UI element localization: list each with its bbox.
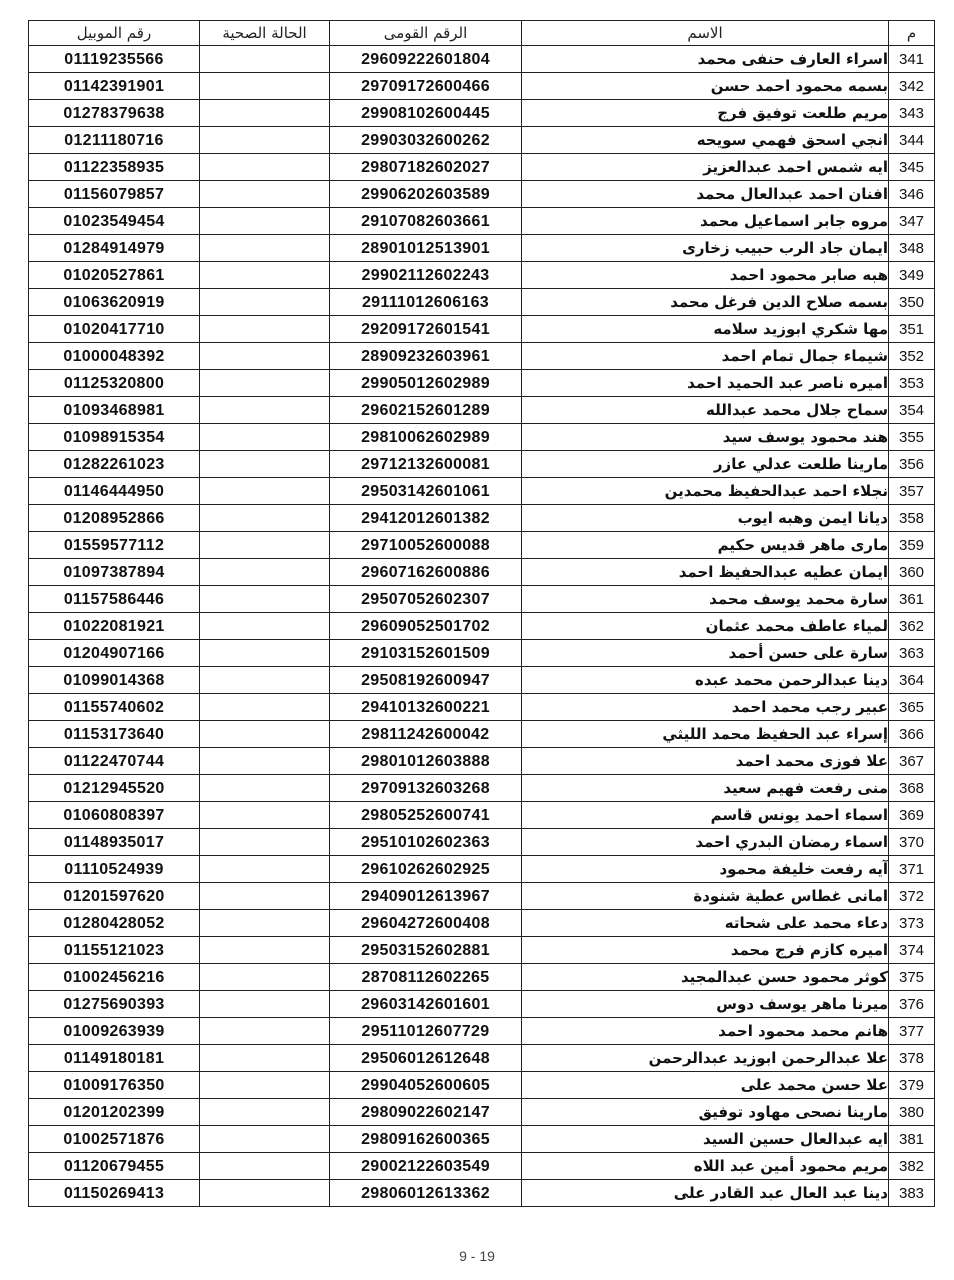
- national-id: 29111012606163: [330, 289, 522, 316]
- row-number: 347: [889, 208, 935, 235]
- table-row: [29, 316, 935, 343]
- table-row: [29, 802, 935, 829]
- health-status: [200, 694, 330, 721]
- national-id: 29103152601509: [330, 640, 522, 667]
- row-number: 383: [889, 1180, 935, 1207]
- national-id: 29506012612648: [330, 1045, 522, 1072]
- person-name: عبير رجب محمد احمد: [522, 694, 889, 721]
- table-row: [29, 1045, 935, 1072]
- person-name: منى رفعت فهيم سعيد: [522, 775, 889, 802]
- health-status: [200, 1180, 330, 1207]
- row-number: 360: [889, 559, 935, 586]
- person-name: سماح جلال محمد عبدالله: [522, 397, 889, 424]
- row-number: 355: [889, 424, 935, 451]
- health-status: [200, 586, 330, 613]
- person-name: لمياء عاطف محمد عثمان: [522, 613, 889, 640]
- mobile-number: 01002456216: [29, 964, 200, 991]
- health-status: [200, 451, 330, 478]
- health-status: [200, 721, 330, 748]
- table-row: [29, 235, 935, 262]
- health-status: [200, 775, 330, 802]
- mobile-number: 01156079857: [29, 181, 200, 208]
- person-name: اميره ناصر عبد الحميد احمد: [522, 370, 889, 397]
- national-id: 29809162600365: [330, 1126, 522, 1153]
- table-row: [29, 910, 935, 937]
- person-name: علا حسن محمد على: [522, 1072, 889, 1099]
- table-row: [29, 883, 935, 910]
- health-status: [200, 127, 330, 154]
- mobile-number: 01155121023: [29, 937, 200, 964]
- health-status: [200, 208, 330, 235]
- mobile-number: 01157586446: [29, 586, 200, 613]
- national-id: 29209172601541: [330, 316, 522, 343]
- mobile-number: 01142391901: [29, 73, 200, 100]
- table-row: [29, 154, 935, 181]
- row-number: 364: [889, 667, 935, 694]
- mobile-number: 01149180181: [29, 1045, 200, 1072]
- person-name: آيه رفعت خليفة محمود: [522, 856, 889, 883]
- mobile-number: 01000048392: [29, 343, 200, 370]
- row-number: 365: [889, 694, 935, 721]
- health-status: [200, 46, 330, 73]
- health-status: [200, 100, 330, 127]
- national-id: 29904052600605: [330, 1072, 522, 1099]
- table-row: [29, 748, 935, 775]
- national-id: 29604272600408: [330, 910, 522, 937]
- row-number: 375: [889, 964, 935, 991]
- person-name: ايه شمس احمد عبدالعزيز: [522, 154, 889, 181]
- table-row: [29, 721, 935, 748]
- person-name: بسمه محمود احمد حسن: [522, 73, 889, 100]
- table-row: [29, 424, 935, 451]
- table-row: [29, 856, 935, 883]
- row-number: 382: [889, 1153, 935, 1180]
- person-name: إسراء عبد الحفيظ محمد الليثي: [522, 721, 889, 748]
- person-name: انجي اسحق فهمي سويحه: [522, 127, 889, 154]
- health-status: [200, 640, 330, 667]
- row-number: 376: [889, 991, 935, 1018]
- roster-table: [28, 20, 935, 1207]
- row-number: 377: [889, 1018, 935, 1045]
- row-number: 366: [889, 721, 935, 748]
- row-number: 354: [889, 397, 935, 424]
- national-id: 29602152601289: [330, 397, 522, 424]
- national-id: 29610262602925: [330, 856, 522, 883]
- person-name: مروه جابر اسماعيل محمد: [522, 208, 889, 235]
- person-name: ايمان جاد الرب حبيب زخارى: [522, 235, 889, 262]
- mobile-number: 01002571876: [29, 1126, 200, 1153]
- mobile-number: 01125320800: [29, 370, 200, 397]
- mobile-number: 01278379638: [29, 100, 200, 127]
- row-number: 369: [889, 802, 935, 829]
- health-status: [200, 1153, 330, 1180]
- row-number: 368: [889, 775, 935, 802]
- mobile-number: 01120679455: [29, 1153, 200, 1180]
- mobile-number: 01204907166: [29, 640, 200, 667]
- health-status: [200, 802, 330, 829]
- row-number: 352: [889, 343, 935, 370]
- person-name: اسماء احمد يونس قاسم: [522, 802, 889, 829]
- mobile-number: 01022081921: [29, 613, 200, 640]
- row-number: 358: [889, 505, 935, 532]
- health-status: [200, 1126, 330, 1153]
- mobile-number: 01212945520: [29, 775, 200, 802]
- row-number: 378: [889, 1045, 935, 1072]
- health-status: [200, 505, 330, 532]
- row-number: 348: [889, 235, 935, 262]
- row-number: 343: [889, 100, 935, 127]
- row-number: 379: [889, 1072, 935, 1099]
- person-name: افنان احمد عبدالعال محمد: [522, 181, 889, 208]
- person-name: نجلاء احمد عبدالحفيظ محمدين: [522, 478, 889, 505]
- person-name: ميرنا ماهر يوسف دوس: [522, 991, 889, 1018]
- header-health-status: الحالة الصحية: [200, 21, 330, 46]
- header-name: الاسم: [522, 21, 889, 46]
- table-row: [29, 181, 935, 208]
- person-name: اسماء رمضان البدري احمد: [522, 829, 889, 856]
- health-status: [200, 1018, 330, 1045]
- table-row: [29, 451, 935, 478]
- header-national-id: الرقم القومى: [330, 21, 522, 46]
- health-status: [200, 181, 330, 208]
- health-status: [200, 856, 330, 883]
- person-name: علا فوزى محمد احمد: [522, 748, 889, 775]
- national-id: 29410132600221: [330, 694, 522, 721]
- health-status: [200, 343, 330, 370]
- row-number: 363: [889, 640, 935, 667]
- table-row: [29, 1072, 935, 1099]
- person-name: مها شكري ابوزيد سلامه: [522, 316, 889, 343]
- mobile-number: 01559577112: [29, 532, 200, 559]
- health-status: [200, 829, 330, 856]
- health-status: [200, 424, 330, 451]
- national-id: 29712132600081: [330, 451, 522, 478]
- row-number: 344: [889, 127, 935, 154]
- table-row: [29, 46, 935, 73]
- table-row: [29, 505, 935, 532]
- mobile-number: 01146444950: [29, 478, 200, 505]
- person-name: كوثر محمود حسن عبدالمجيد: [522, 964, 889, 991]
- mobile-number: 01208952866: [29, 505, 200, 532]
- table-row: [29, 964, 935, 991]
- national-id: 29507052602307: [330, 586, 522, 613]
- row-number: 345: [889, 154, 935, 181]
- person-name: شيماء جمال تمام احمد: [522, 343, 889, 370]
- table-row: [29, 397, 935, 424]
- mobile-number: 01275690393: [29, 991, 200, 1018]
- national-id: 29609052501702: [330, 613, 522, 640]
- row-number: 380: [889, 1099, 935, 1126]
- table-row: [29, 100, 935, 127]
- mobile-number: 01284914979: [29, 235, 200, 262]
- national-id: 29412012601382: [330, 505, 522, 532]
- mobile-number: 01009263939: [29, 1018, 200, 1045]
- person-name: سارة على حسن أحمد: [522, 640, 889, 667]
- health-status: [200, 748, 330, 775]
- mobile-number: 01122358935: [29, 154, 200, 181]
- person-name: دينا عبد العال عبد القادر على: [522, 1180, 889, 1207]
- national-id: 29709172600466: [330, 73, 522, 100]
- national-id: 29409012613967: [330, 883, 522, 910]
- mobile-number: 01060808397: [29, 802, 200, 829]
- person-name: مارينا طلعت عدلي عازر: [522, 451, 889, 478]
- row-number: 367: [889, 748, 935, 775]
- row-number: 357: [889, 478, 935, 505]
- national-id: 29503152602881: [330, 937, 522, 964]
- row-number: 351: [889, 316, 935, 343]
- national-id: 29609222601804: [330, 46, 522, 73]
- row-number: 381: [889, 1126, 935, 1153]
- row-number: 374: [889, 937, 935, 964]
- national-id: 29510102602363: [330, 829, 522, 856]
- national-id: 29603142601601: [330, 991, 522, 1018]
- national-id: 29810062602989: [330, 424, 522, 451]
- person-name: علا عبدالرحمن ابوزيد عبدالرحمن: [522, 1045, 889, 1072]
- health-status: [200, 532, 330, 559]
- national-id: 29511012607729: [330, 1018, 522, 1045]
- mobile-number: 01150269413: [29, 1180, 200, 1207]
- health-status: [200, 316, 330, 343]
- health-status: [200, 1099, 330, 1126]
- table-row: [29, 937, 935, 964]
- national-id: 29806012613362: [330, 1180, 522, 1207]
- table-row: [29, 532, 935, 559]
- national-id: 29903032600262: [330, 127, 522, 154]
- mobile-number: 01201597620: [29, 883, 200, 910]
- person-name: دعاء محمد على شحاته: [522, 910, 889, 937]
- mobile-number: 01020527861: [29, 262, 200, 289]
- row-number: 342: [889, 73, 935, 100]
- person-name: ايمان عطيه عبدالحفيظ احمد: [522, 559, 889, 586]
- mobile-number: 01153173640: [29, 721, 200, 748]
- row-number: 362: [889, 613, 935, 640]
- national-id: 28708112602265: [330, 964, 522, 991]
- health-status: [200, 964, 330, 991]
- national-id: 29107082603661: [330, 208, 522, 235]
- row-number: 341: [889, 46, 935, 73]
- health-status: [200, 370, 330, 397]
- health-status: [200, 559, 330, 586]
- row-number: 353: [889, 370, 935, 397]
- mobile-number: 01110524939: [29, 856, 200, 883]
- table-row: [29, 73, 935, 100]
- national-id: 29809022602147: [330, 1099, 522, 1126]
- roster-sheet: [28, 20, 934, 1207]
- table-row: [29, 289, 935, 316]
- national-id: 29905012602989: [330, 370, 522, 397]
- row-number: 370: [889, 829, 935, 856]
- table-row: [29, 127, 935, 154]
- row-number: 371: [889, 856, 935, 883]
- mobile-number: 01119235566: [29, 46, 200, 73]
- mobile-number: 01280428052: [29, 910, 200, 937]
- page-number: 9 - 19: [459, 1248, 495, 1264]
- mobile-number: 01063620919: [29, 289, 200, 316]
- person-name: ايه عبدالعال حسين السيد: [522, 1126, 889, 1153]
- national-id: 29002122603549: [330, 1153, 522, 1180]
- row-number: 372: [889, 883, 935, 910]
- national-id: 29709132603268: [330, 775, 522, 802]
- table-row: [29, 559, 935, 586]
- row-number: 346: [889, 181, 935, 208]
- table-row: [29, 829, 935, 856]
- person-name: مريم طلعت توفيق فرج: [522, 100, 889, 127]
- table-row: [29, 208, 935, 235]
- health-status: [200, 883, 330, 910]
- health-status: [200, 478, 330, 505]
- national-id: 29805252600741: [330, 802, 522, 829]
- header-row: [29, 21, 935, 46]
- table-row: [29, 370, 935, 397]
- national-id: 29801012603888: [330, 748, 522, 775]
- health-status: [200, 289, 330, 316]
- person-name: اسراء العارف حنفى محمد: [522, 46, 889, 73]
- mobile-number: 01201202399: [29, 1099, 200, 1126]
- mobile-number: 01097387894: [29, 559, 200, 586]
- table-row: [29, 343, 935, 370]
- row-number: 349: [889, 262, 935, 289]
- national-id: 29607162600886: [330, 559, 522, 586]
- person-name: سارة محمد يوسف محمد: [522, 586, 889, 613]
- national-id: 29508192600947: [330, 667, 522, 694]
- table-row: [29, 1018, 935, 1045]
- mobile-number: 01023549454: [29, 208, 200, 235]
- person-name: اميره كازم فرج محمد: [522, 937, 889, 964]
- person-name: ديانا ايمن وهبه ايوب: [522, 505, 889, 532]
- header-mobile: رقم الموبيل: [29, 21, 200, 46]
- health-status: [200, 613, 330, 640]
- table-row: [29, 667, 935, 694]
- mobile-number: 01122470744: [29, 748, 200, 775]
- health-status: [200, 991, 330, 1018]
- person-name: مارى ماهر قديس حكيم: [522, 532, 889, 559]
- table-row: [29, 586, 935, 613]
- national-id: 29807182602027: [330, 154, 522, 181]
- table-row: [29, 1153, 935, 1180]
- row-number: 359: [889, 532, 935, 559]
- person-name: هانم محمد محمود احمد: [522, 1018, 889, 1045]
- table-row: [29, 1180, 935, 1207]
- table-row: [29, 478, 935, 505]
- person-name: بسمه صلاح الدين فرغل محمد: [522, 289, 889, 316]
- health-status: [200, 1072, 330, 1099]
- health-status: [200, 667, 330, 694]
- mobile-number: 01211180716: [29, 127, 200, 154]
- table-row: [29, 1126, 935, 1153]
- row-number: 373: [889, 910, 935, 937]
- mobile-number: 01009176350: [29, 1072, 200, 1099]
- health-status: [200, 397, 330, 424]
- table-row: [29, 1099, 935, 1126]
- table-row: [29, 775, 935, 802]
- national-id: 29503142601061: [330, 478, 522, 505]
- health-status: [200, 73, 330, 100]
- table-row: [29, 991, 935, 1018]
- mobile-number: 01093468981: [29, 397, 200, 424]
- table-row: [29, 262, 935, 289]
- health-status: [200, 154, 330, 181]
- row-number: 350: [889, 289, 935, 316]
- health-status: [200, 235, 330, 262]
- mobile-number: 01099014368: [29, 667, 200, 694]
- table-row: [29, 613, 935, 640]
- mobile-number: 01282261023: [29, 451, 200, 478]
- person-name: مارينا نصحى مهاود توفيق: [522, 1099, 889, 1126]
- national-id: 28901012513901: [330, 235, 522, 262]
- row-number: 356: [889, 451, 935, 478]
- row-number: 361: [889, 586, 935, 613]
- person-name: مريم محمود أمين عبد اللاه: [522, 1153, 889, 1180]
- roster-body: [29, 46, 935, 1207]
- health-status: [200, 1045, 330, 1072]
- health-status: [200, 262, 330, 289]
- header-num: م: [889, 21, 935, 46]
- health-status: [200, 910, 330, 937]
- national-id: 29902112602243: [330, 262, 522, 289]
- national-id: 29710052600088: [330, 532, 522, 559]
- mobile-number: 01155740602: [29, 694, 200, 721]
- person-name: هبه صابر محمود احمد: [522, 262, 889, 289]
- mobile-number: 01020417710: [29, 316, 200, 343]
- national-id: 29811242600042: [330, 721, 522, 748]
- person-name: هند محمود يوسف سيد: [522, 424, 889, 451]
- table-row: [29, 694, 935, 721]
- national-id: 29908102600445: [330, 100, 522, 127]
- mobile-number: 01148935017: [29, 829, 200, 856]
- person-name: دينا عبدالرحمن محمد عبده: [522, 667, 889, 694]
- health-status: [200, 937, 330, 964]
- person-name: امانى غطاس عطية شنودة: [522, 883, 889, 910]
- mobile-number: 01098915354: [29, 424, 200, 451]
- national-id: 28909232603961: [330, 343, 522, 370]
- table-row: [29, 640, 935, 667]
- national-id: 29906202603589: [330, 181, 522, 208]
